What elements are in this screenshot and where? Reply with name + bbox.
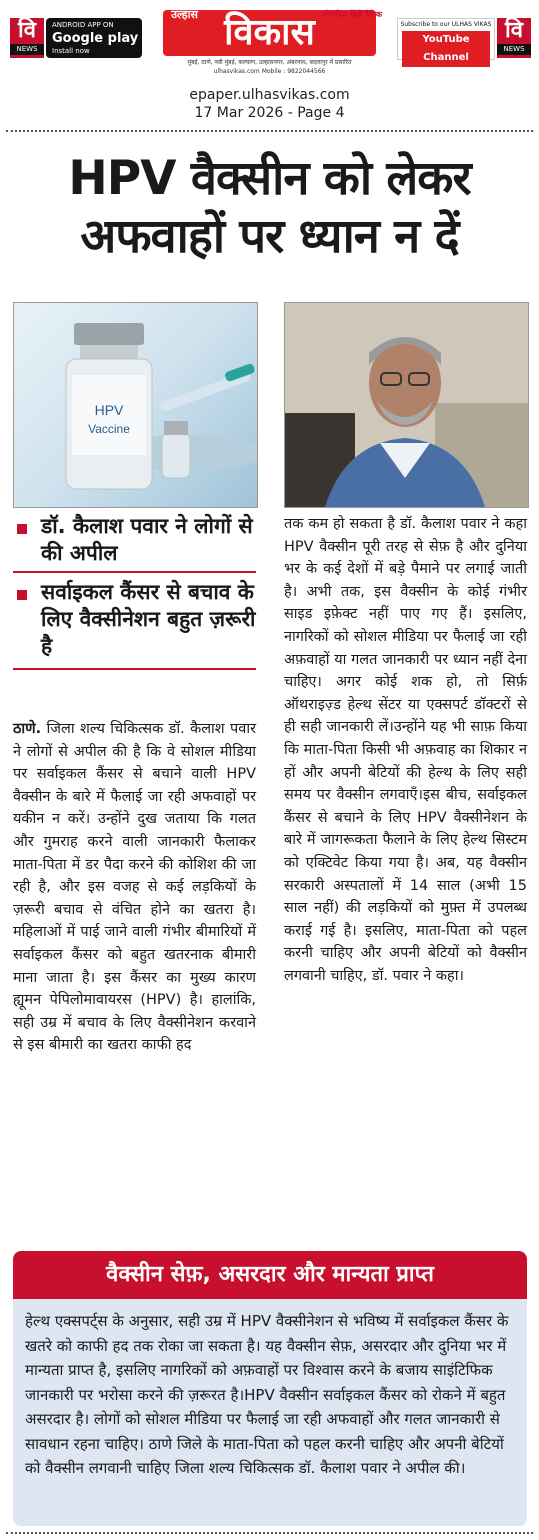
- divider: [6, 130, 533, 132]
- article-text-left: जिला शल्य चिकित्सक डॉ. कैलाश पवार ने लोगों से अपील की है कि वे सोशल मीडिया पर सर्वाइकल कैंसर से बचाने वाली HPV वैक्सीन के बारे में फैलाई जा रही अफवाहों पर यकीन न करें। उन्होंने दुख जताया कि गलत और गुमराह करने वाली जानकारी फैलाकर माता-पिता में डर पैदा करने की कोशिश की जा रही है, और इस वजह से कई लड़कियों के ज़रूरी बचाव से वंचित होने का खतरा है।महिलाओं में पाई जाने वाली गंभीर बीमारियों में सर्वाइकल कैंसर को बहुत खतरनाक बीमारी माना जाता है। इस कैंसर का मुख्य कारण ह्यूमन पेपिलोमावायरस (HPV) है। हालांकि, सही उम्र में बचाव के लिए वैक्सीनेशन करवाने से इस बीमारी का खतरा काफी हद: [13, 721, 257, 1054]
- youtube-channel-badge[interactable]: Subscribe to our ULHAS VIKAS YouTube Channel: [397, 18, 495, 60]
- paper-contact-strip: मुंबई, ठाणे, नवी मुंबई, कल्याण, उल्हासनगर, अंबरनाथ, बदलापुर में प्रसारित ulhasvikas.com Mobile : 9822044566: [187, 59, 352, 75]
- divider-bottom: [6, 1532, 533, 1534]
- article-column-left: [13, 718, 256, 1057]
- highlight-bullets: [13, 513, 256, 676]
- google-play-badge[interactable]: ANDROID APP ON Google play Install now: [46, 18, 142, 58]
- masthead: [0, 0, 539, 80]
- dateline: ठाणे.: [13, 721, 42, 737]
- paper-name: उल्हास विकास: [163, 10, 376, 56]
- info-box: [13, 1251, 527, 1526]
- svg-text:Vaccine: Vaccine: [88, 422, 130, 436]
- paper-tagline: लोकप्रिय हिंदी दैनिक: [321, 10, 382, 19]
- vaccine-vial-illustration: [14, 303, 257, 507]
- headline: HPV वैक्सीन को लेकर अफवाहों पर ध्यान न दें: [68, 151, 471, 264]
- paper-logo[interactable]: [153, 0, 386, 76]
- vaccine-vial-photo: [13, 302, 258, 508]
- news-logo-right[interactable]: वि NEWS: [497, 18, 531, 58]
- page-date: 17 Mar 2026 - Page 4: [194, 105, 345, 121]
- bullet-item: सर्वाइकल कैंसर से बचाव के लिए वैक्सीनेशन बहुत ज़रूरी है: [13, 579, 256, 660]
- info-box-text: हेल्थ एक्सपर्ट्स के अनुसार, सही उम्र में HPV वैक्सीनेशन से भविष्य में सर्वाइकल कैंसर के खतरे को काफी हद तक रोका जा सकता है। यह वैक्सीन सेफ़, असरदार और दुनिया भर में मान्यता प्राप्त है, इसलिए नागरिकों को अफ़वाहों पर विश्वास करने के बजाय साइंटिफिक जानकारी पर भरोसा करने की ज़रूरत है।HPV वैक्सीन सर्वाइकल कैंसर को रोकने में बहुत असरदार है। लोगों को सोशल मीडिया पर फैलाई जा रही अफवाहों और गलत जानकारी से सावधान रहना चाहिए। ठाणे जिले के माता-पिता को पहल करनी चाहिए और अपनी बेटियों को वैक्सीन लगवानी चाहिए जिला शल्य चिकित्सक डॉ. कैलाश पवार ने अपील की।: [25, 1312, 509, 1477]
- news-logo-left[interactable]: वि NEWS: [10, 18, 44, 58]
- article-column-right: तक कम हो सकता है डॉ. कैलाश पवार ने कहा HPV वैक्सीन पूरी तरह से सेफ़ है और दुनिया भर के कई देशों में बड़े पैमाने पर लगाई जाती है। अभी तक, इस वैक्सीन के कोई गंभीर साइड इफ़ेक्ट नहीं पाए गए हैं। इसलिए, नागरिकों को सोशल मीडिया पर फैलाई जा रही अफ़वाहों या गलत जानकारी पर ध्यान नहीं देना चाहिए। अगर कोई शक हो, तो सिर्फ़ ऑथराइज़्ड हेल्थ सेंटर या एक्सपर्ट डॉक्टरों से ही सही जानकारी लें।उन्होंने यह भी साफ़ किया कि माता-पिता किसी भी अफ़वाह का शिकार न हों और अपनी बेटियों की हेल्थ के लिए सही समय पर वैक्सीन लगवाएँ।इस बीच, सर्वाइकल कैंसर से बचाने के लिए HPV वैक्सीनेशन के बारे में जागरूकता फैलाने के लिए हेल्थ सिस्टम को एक्टिवेट किया गया है। अब, यह वैक्सीन सरकारी अस्पतालों में 14 साल (अभी 15 साल नहीं) की लड़कियों को मुफ़्त में उपलब्ध कराई गई है। इसलिए, माता-पिता को पहल करनी चाहिए और अपनी बेटियों को वैक्सीन लगवानी चाहिए, डॉ. पवार ने कहा।: [284, 516, 527, 984]
- bullet-marker-icon: [17, 590, 27, 600]
- doctor-portrait-illustration: [285, 303, 528, 507]
- site-url[interactable]: epaper.ulhasvikas.com: [189, 87, 350, 103]
- bullet-marker-icon: [17, 524, 27, 534]
- svg-text:HPV: HPV: [94, 402, 124, 418]
- bullet-item: डॉ. कैलाश पवार ने लोगों से की अपील: [13, 513, 256, 567]
- doctor-photo: [284, 302, 529, 508]
- red-divider: [13, 668, 256, 670]
- red-divider: [13, 571, 256, 573]
- info-box-title: वैक्सीन सेफ़, असरदार और मान्यता प्राप्त: [13, 1251, 527, 1299]
